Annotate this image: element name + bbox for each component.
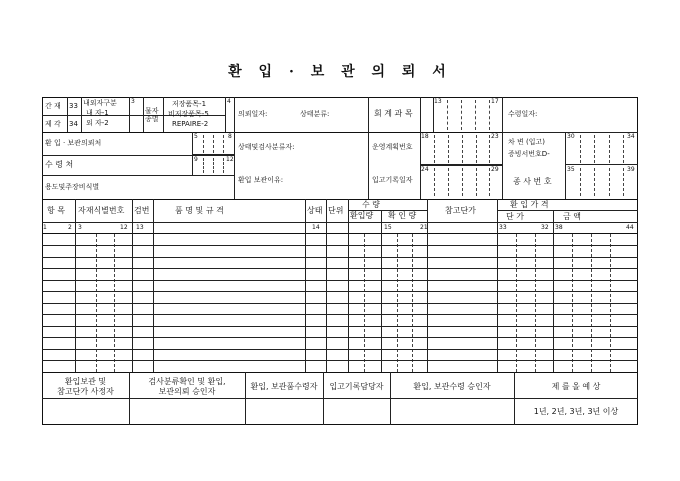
box-4-number: 4 — [227, 98, 231, 105]
box-13-number: 13 — [434, 98, 442, 105]
jongbyeol-option-1: 저장품목-1 — [172, 100, 207, 108]
hwanip-boguan-iyu-label: 환입 보관이유: — [238, 176, 284, 184]
colnum-13: 13 — [136, 224, 144, 231]
box-17-number: 17 — [491, 98, 499, 105]
col-chamgo: 참고단가 — [445, 206, 476, 215]
col-hwanipryang: 환입량 — [350, 211, 374, 220]
box-35-number: 35 — [567, 166, 575, 173]
footer-receipt-approver: 환입, 보관수령 승인자 — [413, 382, 491, 391]
colnum-14: 14 — [312, 224, 320, 231]
col-sangtae: 상태 — [307, 206, 323, 215]
mulja-label-2: 종별 — [145, 115, 159, 123]
uiroe-ilja-label: 의뢰일자: — [238, 110, 268, 118]
footer-approver-2-line-1: 검사분류확인 및 환입, — [148, 377, 226, 386]
colnum-33: 33 — [499, 224, 507, 231]
colnum-44: 44 — [626, 224, 634, 231]
ipgo-gyehoek-label: 입고기록일자 — [372, 176, 413, 184]
footer-record-keeper: 입고기록담당자 — [329, 382, 384, 391]
box-39-number: 39 — [627, 166, 635, 173]
yongdo-label: 용도및주장비식별 — [45, 183, 100, 191]
colnum-32: 32 — [541, 224, 549, 231]
unyeong-gyehoek-label: 운영계획번호 — [372, 143, 413, 151]
chabeon-label-1: 차 변 (입고) — [508, 138, 545, 146]
footer-forecast-options: 1년, 2년, 3년, 3년 이상 — [533, 407, 619, 416]
jegak-code: 34 — [69, 120, 78, 128]
box-18-number: 18 — [421, 133, 429, 140]
jongbyeol-option-2: 비저장품목-5 — [168, 110, 209, 118]
colnum-12: 12 — [120, 224, 128, 231]
chabeon-label-2: 증빙서번호D- — [508, 150, 550, 158]
box-9-number: 9 — [194, 156, 198, 163]
naeoe-title: 내외자구분 — [83, 99, 117, 107]
jegak-label: 제 각 — [45, 120, 61, 128]
naeoe-option-1: 내 자-1 — [86, 109, 109, 117]
form-title: 환 입 · 보 관 의 뢰 서 — [228, 64, 452, 80]
gangja-code: 33 — [69, 102, 78, 110]
box-5-number: 5 — [194, 133, 198, 140]
hwanip-uiroe-label: 환 입 · 보관의뢰처 — [45, 139, 102, 147]
colnum-2: 2 — [68, 224, 72, 231]
footer-approver-1-line-1: 환입보관 및 — [64, 377, 107, 386]
col-geombeon: 검번 — [134, 206, 150, 215]
mulja-label-1: 물자 — [145, 107, 159, 115]
col-geumaek: 금 액 — [563, 212, 581, 221]
col-hwagin: 확 인 량 — [388, 211, 417, 220]
colnum-1: 1 — [43, 224, 47, 231]
sangtae-gumsa-label: 상태및검사분류자: — [238, 143, 295, 151]
box-8-number: 8 — [228, 133, 232, 140]
box-30-number: 30 — [567, 133, 575, 140]
footer-receiver: 환입, 보관품수령자 — [250, 382, 318, 391]
box-3-number: 3 — [131, 98, 135, 105]
box-24-number: 24 — [421, 166, 429, 173]
box-29-number: 29 — [491, 166, 499, 173]
gangja-label: 간 재 — [45, 102, 61, 110]
col-hwanip-gagyeok: 환 입 가 격 — [510, 200, 549, 209]
naeoe-option-2: 외 자-2 — [86, 119, 109, 127]
hoegye-gwamok-label: 회 계 과 목 — [374, 109, 413, 118]
col-suryang: 수 량 — [362, 200, 380, 209]
colnum-21: 21 — [420, 224, 428, 231]
col-pummyeong: 품 명 및 규 격 — [175, 206, 224, 215]
footer-approver-1-line-2: 참고단가 사정자 — [57, 387, 114, 396]
suryeong-cheo-label: 수 령 처 — [45, 160, 74, 169]
colnum-15: 15 — [384, 224, 392, 231]
col-danga: 단 가 — [506, 212, 524, 221]
footer-forecast-label: 제 를 올 예 상 — [551, 382, 601, 391]
box-34-number: 34 — [627, 133, 635, 140]
col-hangmok: 항 목 — [47, 206, 65, 215]
suryeong-ilja-label: 수령일자: — [508, 110, 538, 118]
jongbyeol-option-3: REPAIRE-2 — [172, 120, 209, 128]
footer-approver-2-line-2: 보관의뢰 승인자 — [158, 387, 216, 396]
box-12-number: 12 — [226, 156, 234, 163]
box-23-number: 23 — [491, 133, 499, 140]
col-danwi: 단위 — [328, 206, 344, 215]
sangtae-bunryu-label: 상태분류: — [300, 110, 330, 118]
jongsa-beonho-label: 종 사 번 호 — [513, 177, 552, 186]
colnum-3: 3 — [78, 224, 82, 231]
col-jajae: 자재식별번호 — [78, 206, 125, 215]
colnum-38: 38 — [555, 224, 563, 231]
